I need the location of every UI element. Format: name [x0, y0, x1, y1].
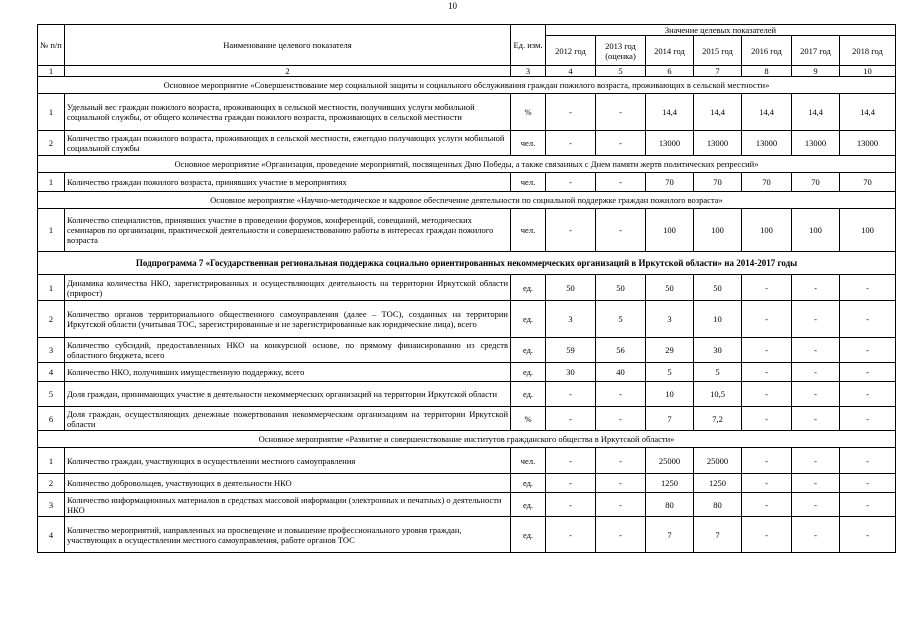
subprogram-title: Подпрограмма 7 «Государственная региональная поддержка социально ориентированных некоммерческих организаций в Иркутской области» на 2014-2017 годы [38, 252, 896, 275]
unit: % [511, 94, 546, 131]
value-cell: 70 [742, 173, 792, 192]
value-cell: 7,2 [694, 407, 742, 431]
colnum: 9 [792, 66, 840, 77]
value-cell: 40 [596, 363, 646, 382]
value-cell: - [742, 517, 792, 553]
value-cell: - [546, 407, 596, 431]
value-cell: - [546, 474, 596, 493]
value-cell: - [792, 474, 840, 493]
value-cell: - [840, 448, 896, 474]
value-cell: 56 [596, 338, 646, 363]
unit: ед. [511, 363, 546, 382]
section-title: Основное мероприятие «Развитие и совершенствование институтов гражданского общества в Иркутской области» [38, 431, 896, 448]
value-cell: - [840, 493, 896, 517]
indicator-name: Количество НКО, получивших имущественную поддержку, всего [65, 363, 511, 382]
table-row [38, 363, 896, 382]
section-title: Основное мероприятие «Совершенствование мер социальной защиты и социального обслуживания граждан пожилого возраста, проживающих в сельской местности» [38, 77, 896, 94]
value-cell: 3 [546, 301, 596, 338]
value-cell: 25000 [694, 448, 742, 474]
colnum: 1 [38, 66, 65, 77]
value-cell: 70 [792, 173, 840, 192]
unit: ед. [511, 382, 546, 407]
unit: ед. [511, 338, 546, 363]
value-cell: 10,5 [694, 382, 742, 407]
value-cell: - [742, 363, 792, 382]
value-cell: 5 [596, 301, 646, 338]
indicator-name: Доля граждан, принимающих участие в деятельности некоммерческих организаций на территории Иркутской области [65, 382, 511, 407]
value-cell: 7 [646, 517, 694, 553]
value-cell: 80 [646, 493, 694, 517]
value-cell: - [742, 407, 792, 431]
indicator-name: Количество информационных материалов в средствах массовой информации (электронных и печатных) о деятельности НКО [65, 493, 511, 517]
value-cell: 13000 [742, 131, 792, 156]
value-cell: 70 [694, 173, 742, 192]
value-cell: - [840, 275, 896, 301]
value-cell: - [840, 382, 896, 407]
subprogram-row [38, 252, 896, 275]
value-cell: 14,4 [840, 94, 896, 131]
colnum: 6 [646, 66, 694, 77]
header-year-2014: 2014 год [646, 36, 694, 66]
value-cell: - [840, 407, 896, 431]
value-cell: 7 [646, 407, 694, 431]
indicator-name: Количество граждан пожилого возраста, проживающих в сельской местности, ежегодно получающих услуги мобильной социальной службы [65, 131, 511, 156]
target-indicators-table [37, 24, 896, 553]
value-cell: 50 [596, 275, 646, 301]
value-cell: - [596, 448, 646, 474]
value-cell: 30 [546, 363, 596, 382]
value-cell: 3 [646, 301, 694, 338]
unit: % [511, 407, 546, 431]
value-cell: - [596, 493, 646, 517]
value-cell: 59 [546, 338, 596, 363]
value-cell: 100 [792, 209, 840, 252]
value-cell: 50 [694, 275, 742, 301]
indicator-name: Удельный вес граждан пожилого возраста, проживающих в сельской местности, получивших услуги мобильной социальной службы, от общего количества граждан пожилого возраста, проживающих в сельской местности [65, 94, 511, 131]
section-title: Основное мероприятие «Научно-методическое и кадровое обеспечение деятельности по социальной поддержке граждан пожилого возраста» [38, 192, 896, 209]
table-row [38, 173, 896, 192]
indicator-name: Доля граждан, осуществляющих денежные пожертвования некоммерческим организациям на территории Иркутской области [65, 407, 511, 431]
row-num: 1 [38, 275, 65, 301]
value-cell: - [742, 493, 792, 517]
value-cell: - [840, 363, 896, 382]
row-num: 2 [38, 301, 65, 338]
value-cell: 70 [840, 173, 896, 192]
value-cell: 5 [646, 363, 694, 382]
unit: чел. [511, 209, 546, 252]
header-year-2018: 2018 год [840, 36, 896, 66]
unit: ед. [511, 275, 546, 301]
row-num: 6 [38, 407, 65, 431]
value-cell: - [546, 493, 596, 517]
value-cell: - [792, 407, 840, 431]
value-cell: - [596, 382, 646, 407]
value-cell: - [546, 382, 596, 407]
colnum: 3 [511, 66, 546, 77]
value-cell: - [596, 131, 646, 156]
colnum: 5 [596, 66, 646, 77]
table-row [38, 94, 896, 131]
table-row [38, 448, 896, 474]
value-cell: - [546, 131, 596, 156]
table-row [38, 382, 896, 407]
indicator-name: Количество граждан, участвующих в осуществлении местного самоуправления [65, 448, 511, 474]
value-cell: 70 [646, 173, 694, 192]
value-cell: 14,4 [694, 94, 742, 131]
value-cell: 5 [694, 363, 742, 382]
row-num: 4 [38, 363, 65, 382]
value-cell: 100 [694, 209, 742, 252]
value-cell: 13000 [792, 131, 840, 156]
row-num: 1 [38, 94, 65, 131]
section-row [38, 77, 896, 94]
page-number: 10 [448, 1, 457, 11]
value-cell: - [792, 517, 840, 553]
value-cell: 100 [840, 209, 896, 252]
table-row [38, 301, 896, 338]
table-row [38, 517, 896, 553]
row-num: 3 [38, 493, 65, 517]
value-cell: - [792, 275, 840, 301]
colnum: 8 [742, 66, 792, 77]
header-values-group: Значение целевых показателей [546, 25, 896, 36]
value-cell: - [840, 474, 896, 493]
unit: чел. [511, 131, 546, 156]
value-cell: - [840, 517, 896, 553]
value-cell: 13000 [646, 131, 694, 156]
row-num: 1 [38, 209, 65, 252]
value-cell: 50 [546, 275, 596, 301]
value-cell: - [546, 209, 596, 252]
value-cell: 1250 [694, 474, 742, 493]
indicator-name: Количество субсидий, предоставленных НКО на конкурсной основе, по прямому финансированию из средств областного бюджета, всего [65, 338, 511, 363]
value-cell: - [596, 407, 646, 431]
indicator-name: Количество добровольцев, участвующих в деятельности НКО [65, 474, 511, 493]
value-cell: 14,4 [792, 94, 840, 131]
header-year-2013: 2013 год (оценка) [596, 36, 646, 66]
value-cell: 50 [646, 275, 694, 301]
value-cell: 13000 [694, 131, 742, 156]
value-cell: - [596, 209, 646, 252]
value-cell: - [546, 94, 596, 131]
value-cell: - [742, 448, 792, 474]
value-cell: 14,4 [742, 94, 792, 131]
value-cell: - [546, 448, 596, 474]
value-cell: - [792, 338, 840, 363]
header-year-2017: 2017 год [792, 36, 840, 66]
indicator-name: Количество специалистов, принявших участие в проведении форумов, конференций, совещаний, методических семинаров по организации, практической деятельности и совершенствованию работы в интересах граждан пожилого возраста [65, 209, 511, 252]
value-cell: 10 [694, 301, 742, 338]
value-cell: 25000 [646, 448, 694, 474]
value-cell: - [546, 173, 596, 192]
value-cell: 80 [694, 493, 742, 517]
table-row [38, 275, 896, 301]
header-name: Наименование целевого показателя [65, 25, 511, 66]
colnum: 4 [546, 66, 596, 77]
value-cell: - [546, 517, 596, 553]
header-num: № п/п [38, 25, 65, 66]
value-cell: 7 [694, 517, 742, 553]
value-cell: - [596, 173, 646, 192]
row-num: 5 [38, 382, 65, 407]
unit: ед. [511, 474, 546, 493]
table-row [38, 338, 896, 363]
row-num: 2 [38, 131, 65, 156]
unit: ед. [511, 493, 546, 517]
table-row [38, 493, 896, 517]
value-cell: - [792, 493, 840, 517]
unit: чел. [511, 173, 546, 192]
value-cell: - [596, 474, 646, 493]
value-cell: - [742, 275, 792, 301]
value-cell: - [596, 94, 646, 131]
section-title: Основное мероприятие «Организация, проведение мероприятий, посвященных Дню Победы, а также связанных с Днем памяти жертв политических репрессий» [38, 156, 896, 173]
unit: чел. [511, 448, 546, 474]
header-year-2016: 2016 год [742, 36, 792, 66]
table-row [38, 474, 896, 493]
value-cell: - [742, 338, 792, 363]
colnum: 2 [65, 66, 511, 77]
value-cell: - [742, 382, 792, 407]
value-cell: - [840, 301, 896, 338]
header-unit: Ед. изм. [511, 25, 546, 66]
value-cell: 14,4 [646, 94, 694, 131]
section-row [38, 156, 896, 173]
row-num: 1 [38, 448, 65, 474]
indicator-name: Количество мероприятий, направленных на просвещение и повышение профессионального уровня граждан, участвующих в осуществлении местного самоуправления, работе органов ТОС [65, 517, 511, 553]
table-row [38, 131, 896, 156]
unit: ед. [511, 301, 546, 338]
header-year-2012: 2012 год [546, 36, 596, 66]
value-cell: - [792, 382, 840, 407]
row-num: 2 [38, 474, 65, 493]
value-cell: 10 [646, 382, 694, 407]
unit: ед. [511, 517, 546, 553]
value-cell: - [792, 363, 840, 382]
colnum: 10 [840, 66, 896, 77]
table-row [38, 407, 896, 431]
value-cell: 100 [646, 209, 694, 252]
header-year-2015: 2015 год [694, 36, 742, 66]
section-row [38, 192, 896, 209]
indicator-name: Количество органов территориального общественного самоуправления (далее – ТОС), созданных на территории Иркутской области (учитывая ТОС, зарегистрированные и не зарегистрированные как юридические лица), всего [65, 301, 511, 338]
value-cell: - [792, 448, 840, 474]
indicator-name: Динамика количества НКО, зарегистрированных и осуществляющих деятельность на территории Иркутской области (прирост) [65, 275, 511, 301]
value-cell: - [742, 474, 792, 493]
value-cell: 1250 [646, 474, 694, 493]
section-row [38, 431, 896, 448]
value-cell: 13000 [840, 131, 896, 156]
table-row [38, 209, 896, 252]
value-cell: 29 [646, 338, 694, 363]
row-num: 3 [38, 338, 65, 363]
value-cell: - [792, 301, 840, 338]
value-cell: - [596, 517, 646, 553]
indicator-name: Количество граждан пожилого возраста, принявших участие в мероприятиях [65, 173, 511, 192]
colnum: 7 [694, 66, 742, 77]
value-cell: 30 [694, 338, 742, 363]
row-num: 4 [38, 517, 65, 553]
value-cell: 100 [742, 209, 792, 252]
row-num: 1 [38, 173, 65, 192]
value-cell: - [742, 301, 792, 338]
value-cell: - [840, 338, 896, 363]
